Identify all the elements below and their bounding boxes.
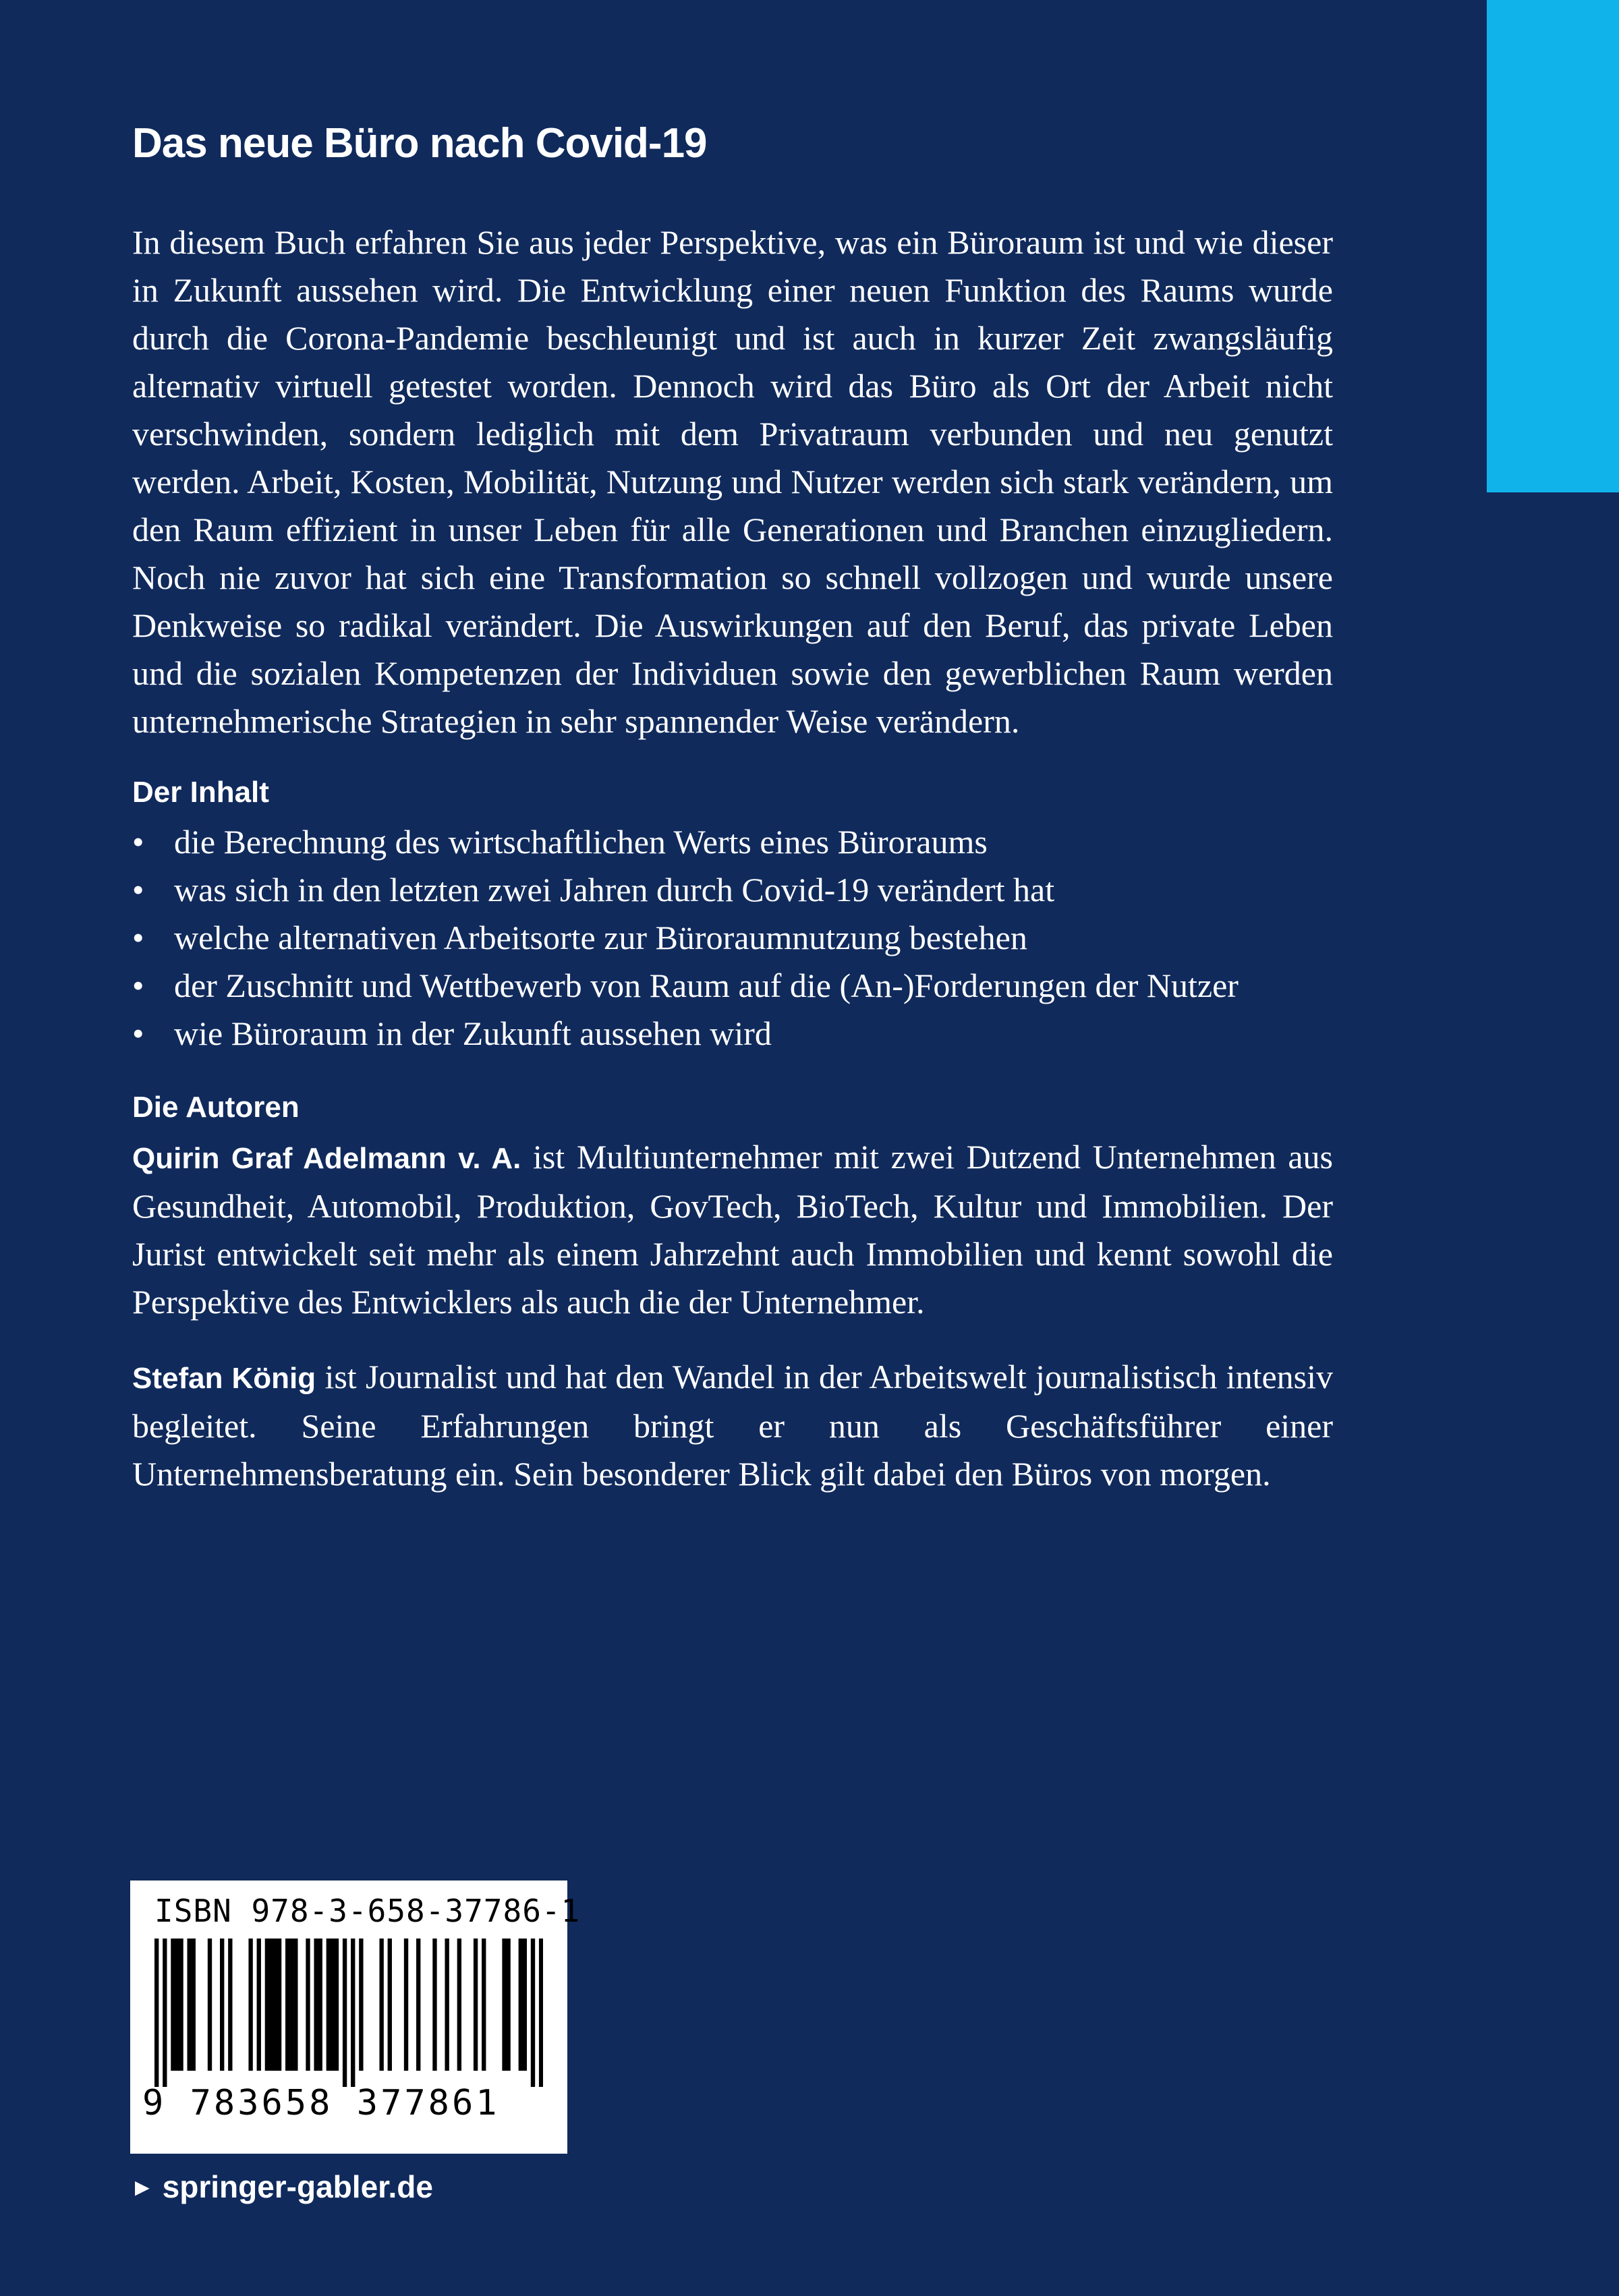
author-bio: ist Multiunternehmer mit zwei Dutzend Unternehmen aus Gesundheit, Automobil, Produktion, GovTech, BioTech, Kultur und Immobilien. Der Jurist entwickelt seit mehr als einem Jahrzehnt auch Immobilien und kennt sowohl die Perspektive des Entwicklers als auch die der Unternehmer. (132, 1138, 1334, 1321)
barcode-bar (416, 1939, 420, 2071)
barcode-bar (432, 1939, 436, 2071)
list-item (132, 866, 1333, 914)
bullet-icon: • (132, 823, 144, 861)
back-cover-content (132, 119, 1333, 1498)
barcode-bar (248, 1939, 252, 2071)
barcode-bar (404, 1939, 408, 2071)
author-block (132, 1353, 1333, 1498)
barcode-bar (388, 1939, 392, 2071)
isbn-label: ISBN 978-3-658-37786-1 (154, 1893, 581, 1929)
barcode-digits: 9 783658 377861 (142, 2083, 500, 2123)
barcode-bar (539, 1939, 543, 2087)
list-item-text: wie Büroraum in der Zukunft aussehen wird (174, 1014, 772, 1053)
barcode-bar (457, 1939, 461, 2071)
arrow-right-icon: ► (130, 2173, 154, 2201)
barcode-bar (192, 1939, 196, 2071)
barcode-bar (257, 1939, 261, 2071)
barcode-bar (289, 1939, 293, 2071)
author-name: Quirin Graf Adelmann v. A. (132, 1142, 521, 1176)
barcode-bar (175, 1939, 179, 2071)
barcode-bar (188, 1939, 192, 2071)
barcode-bar (359, 1939, 363, 2071)
barcode-bar (351, 1939, 355, 2087)
barcode-bar (269, 1939, 273, 2071)
list-item (132, 1010, 1333, 1058)
barcode-bar (208, 1939, 212, 2071)
barcode-bar (474, 1939, 478, 2071)
list-item (132, 818, 1333, 866)
authors-heading: Die Autoren (132, 1091, 300, 1124)
barcode-bar (273, 1939, 277, 2071)
isbn-barcode (130, 1881, 581, 2154)
barcode-bar (306, 1939, 310, 2071)
barcode-bar (326, 1939, 331, 2071)
barcode-bar (220, 1939, 224, 2071)
book-description: In diesem Buch erfahren Sie aus jeder Perspektive, was ein Büroraum ist und wie dieser in Zukunft aussehen wird. Die Entwicklung einer neuen Funktion des Raums wurde durch die Corona-Pandemie beschleunigt und ist auch in kurzer Zeit zwangsläufig alternativ virtuell getestet worden. Dennoch wird das Büro als Ort der Arbeit nicht verschwinden, sondern lediglich mit dem Privatraum verbunden und neu genutzt werden. Arbeit, Kosten, Mobilität, Nutzung und Nutzer werden sich stark verändern, um den Raum effizient in unser Leben für alle Generationen und Branchen einzugliedern. Noch nie zuvor hat sich eine Transformation so schnell vollzogen und wurde unsere Denkweise so radikal verändert. Die Auswirkungen auf den Beruf, das private Leben und die sozialen Kompetenzen der Individuen sowie den gewerblichen Raum werden unternehmerische Strategien in sehr spannender Weise verändern. (132, 223, 1333, 741)
author-name: Stefan König (132, 1362, 316, 1396)
barcode-bar (506, 1939, 510, 2071)
bullet-icon: • (132, 967, 144, 1005)
barcode-bar (335, 1939, 339, 2071)
accent-strip (1487, 0, 1619, 492)
barcode-bar (331, 1939, 335, 2071)
barcode-bar (519, 1939, 523, 2071)
barcode-bar (502, 1939, 506, 2071)
list-item-text: der Zuschnitt und Wettbewerb von Raum auf die (An-)Forderungen der Nutzer (174, 967, 1239, 1005)
author-block (132, 1133, 1333, 1326)
barcode-bar (171, 1939, 175, 2071)
barcode-bar (163, 1939, 167, 2087)
bullet-icon: • (132, 919, 144, 957)
barcode-bar (445, 1939, 449, 2071)
contents-list (132, 818, 1333, 1058)
list-item-text: was sich in den letzten zwei Jahren durch Covid-19 verändert hat (174, 871, 1055, 909)
barcode-bar (293, 1939, 297, 2071)
barcode-bar (379, 1939, 383, 2071)
list-item (132, 914, 1333, 962)
bullet-icon: • (132, 1014, 144, 1053)
barcode-bar (179, 1939, 183, 2071)
barcode-bar (277, 1939, 281, 2071)
book-title: Das neue Büro nach Covid-19 (132, 120, 707, 167)
barcode-bars (154, 1939, 543, 2087)
barcode-bar (228, 1939, 232, 2071)
barcode-bar (343, 1939, 347, 2087)
bullet-icon: • (132, 871, 144, 909)
barcode-bar (531, 1939, 535, 2087)
barcode-bar (154, 1939, 159, 2087)
publisher-url: springer-gabler.de (162, 2169, 433, 2204)
barcode-bar (523, 1939, 527, 2071)
barcode-bar (314, 1939, 318, 2071)
barcode-bar (482, 1939, 486, 2071)
list-item-text: die Berechnung des wirtschaftlichen Werts eines Büroraums (174, 823, 988, 861)
barcode-bar (318, 1939, 322, 2071)
barcode-bar (285, 1939, 289, 2071)
list-item (132, 962, 1333, 1010)
author-bio: ist Journalist und hat den Wandel in der Arbeitswelt journalistisch intensiv begleitet. Seine Erfahrungen bringt er nun als Geschäftsführer einer Unternehmensberatung ein. Sein besonderer Blick gilt dabei den Büros von morgen. (132, 1358, 1334, 1493)
list-item-text: welche alternativen Arbeitsorte zur Büroraumnutzung bestehen (174, 919, 1027, 957)
publisher-link[interactable] (130, 2169, 433, 2205)
barcode-bar (265, 1939, 269, 2071)
contents-heading: Der Inhalt (132, 776, 269, 809)
